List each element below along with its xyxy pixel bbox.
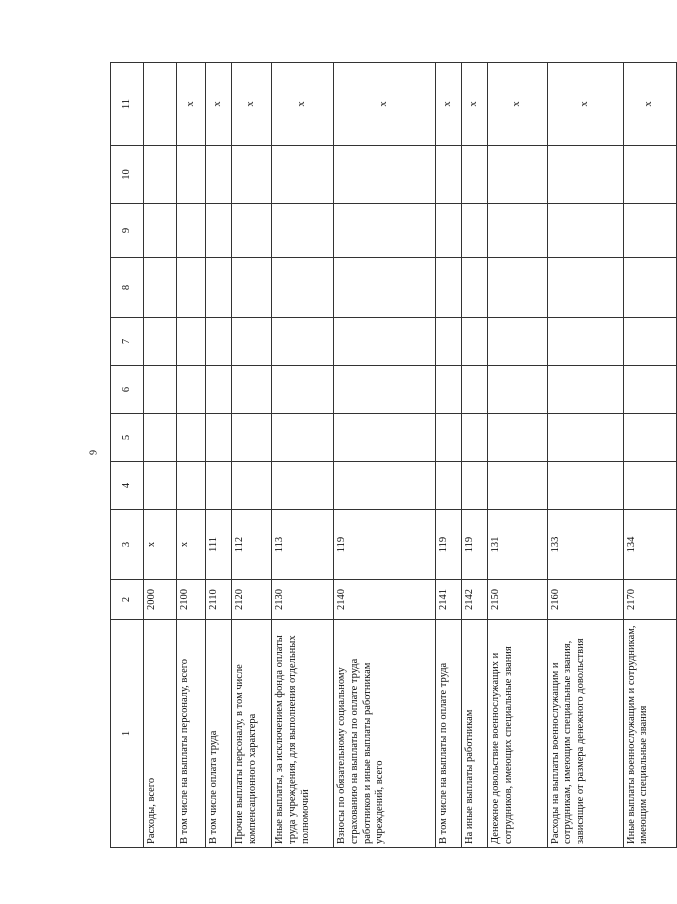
row-name: Расходы, всего <box>144 620 177 848</box>
data-cell <box>488 366 547 414</box>
data-cell <box>144 318 177 366</box>
data-cell: x <box>205 63 231 146</box>
table-row <box>205 63 231 848</box>
table-row <box>334 63 436 848</box>
data-cell <box>488 146 547 204</box>
row-name: Иные выплаты военнослужащим и сотрудникам, имеющим специальные звания <box>623 620 676 848</box>
data-cell <box>436 462 462 510</box>
page-number: 9 <box>88 450 100 455</box>
data-cell <box>547 146 623 204</box>
data-cell <box>177 414 205 462</box>
data-cell: x <box>272 63 334 146</box>
header-row <box>111 63 144 848</box>
data-cell <box>462 462 488 510</box>
row-name: В том числе на выплаты по оплате труда <box>436 620 462 848</box>
data-cell <box>144 414 177 462</box>
data-cell <box>488 318 547 366</box>
row-name: На иные выплаты работникам <box>462 620 488 848</box>
data-cell <box>334 318 436 366</box>
data-cell <box>436 414 462 462</box>
data-cell <box>272 366 334 414</box>
data-cell <box>232 462 272 510</box>
data-cell <box>334 366 436 414</box>
row-code: 2000 <box>144 580 177 620</box>
row-kosgu: 113 <box>272 510 334 580</box>
data-cell <box>436 366 462 414</box>
row-name: Расходы на выплаты военнослужащим и сотрудникам, имеющим специальные звания, зависящие от размера денежного довольствия <box>547 620 623 848</box>
data-cell <box>205 146 231 204</box>
data-cell <box>177 146 205 204</box>
data-cell <box>462 258 488 318</box>
table-row <box>462 63 488 848</box>
data-cell <box>488 204 547 258</box>
data-cell <box>547 258 623 318</box>
data-cell <box>623 318 676 366</box>
header-cell: 7 <box>111 318 144 366</box>
data-cell <box>177 462 205 510</box>
data-cell <box>436 318 462 366</box>
row-code: 2120 <box>232 580 272 620</box>
data-cell <box>488 414 547 462</box>
data-cell <box>144 63 177 146</box>
data-cell <box>272 414 334 462</box>
data-cell <box>144 204 177 258</box>
data-cell: x <box>232 63 272 146</box>
data-cell <box>334 258 436 318</box>
data-cell <box>462 414 488 462</box>
data-cell: x <box>177 63 205 146</box>
data-cell: x <box>547 63 623 146</box>
data-cell <box>462 204 488 258</box>
row-code: 2160 <box>547 580 623 620</box>
row-kosgu: 119 <box>462 510 488 580</box>
table-row <box>272 63 334 848</box>
data-cell <box>623 462 676 510</box>
row-name: В том числе оплата труда <box>205 620 231 848</box>
row-kosgu: x <box>144 510 177 580</box>
data-cell <box>462 366 488 414</box>
data-cell <box>623 414 676 462</box>
header-cell: 1 <box>111 620 144 848</box>
row-name: Денежное довольствие военнослужащих и сотрудников, имеющих специальные звания <box>488 620 547 848</box>
data-cell <box>205 366 231 414</box>
row-code: 2170 <box>623 580 676 620</box>
data-cell <box>334 204 436 258</box>
data-cell <box>547 366 623 414</box>
table-row <box>177 63 205 848</box>
data-cell <box>334 462 436 510</box>
table-row <box>488 63 547 848</box>
data-cell <box>462 146 488 204</box>
header-cell: 3 <box>111 510 144 580</box>
data-cell <box>177 204 205 258</box>
header-cell: 5 <box>111 414 144 462</box>
header-cell: 4 <box>111 462 144 510</box>
data-cell: x <box>623 63 676 146</box>
row-code: 2110 <box>205 580 231 620</box>
row-kosgu: 133 <box>547 510 623 580</box>
data-cell <box>205 258 231 318</box>
data-cell <box>623 146 676 204</box>
data-cell: x <box>436 63 462 146</box>
header-cell: 9 <box>111 204 144 258</box>
data-cell <box>272 204 334 258</box>
row-name: Взносы по обязательному социальному страхованию на выплаты по оплате труда работников и иные выплаты работникам учреждений, всего <box>334 620 436 848</box>
table-row <box>623 63 676 848</box>
row-kosgu: 112 <box>232 510 272 580</box>
table-row <box>232 63 272 848</box>
row-code: 2141 <box>436 580 462 620</box>
data-cell <box>436 258 462 318</box>
data-cell <box>623 258 676 318</box>
data-cell <box>488 462 547 510</box>
data-cell <box>436 146 462 204</box>
data-cell <box>177 258 205 318</box>
row-kosgu: 134 <box>623 510 676 580</box>
data-cell <box>177 366 205 414</box>
row-kosgu: 131 <box>488 510 547 580</box>
row-code: 2140 <box>334 580 436 620</box>
data-cell <box>488 258 547 318</box>
data-cell <box>144 258 177 318</box>
data-cell <box>436 204 462 258</box>
table-row <box>144 63 177 848</box>
data-cell <box>205 204 231 258</box>
row-code: 2150 <box>488 580 547 620</box>
rotated-table <box>110 63 677 848</box>
data-cell <box>205 318 231 366</box>
row-kosgu: 119 <box>334 510 436 580</box>
data-cell <box>547 204 623 258</box>
table-row <box>436 63 462 848</box>
data-cell: x <box>334 63 436 146</box>
table-row <box>547 63 623 848</box>
row-name: Иные выплаты, за исключением фонда оплаты труда учреждения, для выполнения отдельных полномочий <box>272 620 334 848</box>
data-cell <box>205 462 231 510</box>
data-cell <box>272 318 334 366</box>
data-cell <box>272 462 334 510</box>
data-cell <box>232 204 272 258</box>
data-cell <box>272 146 334 204</box>
data-cell: x <box>462 63 488 146</box>
data-cell <box>547 318 623 366</box>
data-cell <box>623 204 676 258</box>
data-cell <box>334 146 436 204</box>
data-cell <box>232 414 272 462</box>
header-cell: 10 <box>111 146 144 204</box>
row-kosgu: 111 <box>205 510 231 580</box>
data-cell <box>205 414 231 462</box>
row-code: 2100 <box>177 580 205 620</box>
expenses-table <box>110 62 677 848</box>
data-cell <box>144 366 177 414</box>
row-name: Прочие выплаты персоналу, в том числе компенсационного характера <box>232 620 272 848</box>
header-cell: 2 <box>111 580 144 620</box>
data-cell <box>547 414 623 462</box>
data-cell <box>177 318 205 366</box>
data-cell <box>232 318 272 366</box>
data-cell <box>232 146 272 204</box>
row-code: 2142 <box>462 580 488 620</box>
data-cell <box>232 366 272 414</box>
header-cell: 6 <box>111 366 144 414</box>
header-cell: 8 <box>111 258 144 318</box>
data-cell <box>623 366 676 414</box>
data-cell <box>144 146 177 204</box>
data-cell <box>334 414 436 462</box>
row-name: В том числе на выплаты персоналу, всего <box>177 620 205 848</box>
data-cell <box>272 258 334 318</box>
row-code: 2130 <box>272 580 334 620</box>
rotated-table-container <box>110 63 677 848</box>
header-cell: 11 <box>111 63 144 146</box>
data-cell <box>144 462 177 510</box>
data-cell <box>547 462 623 510</box>
data-cell: x <box>488 63 547 146</box>
data-cell <box>232 258 272 318</box>
data-cell <box>462 318 488 366</box>
row-kosgu: x <box>177 510 205 580</box>
row-kosgu: 119 <box>436 510 462 580</box>
